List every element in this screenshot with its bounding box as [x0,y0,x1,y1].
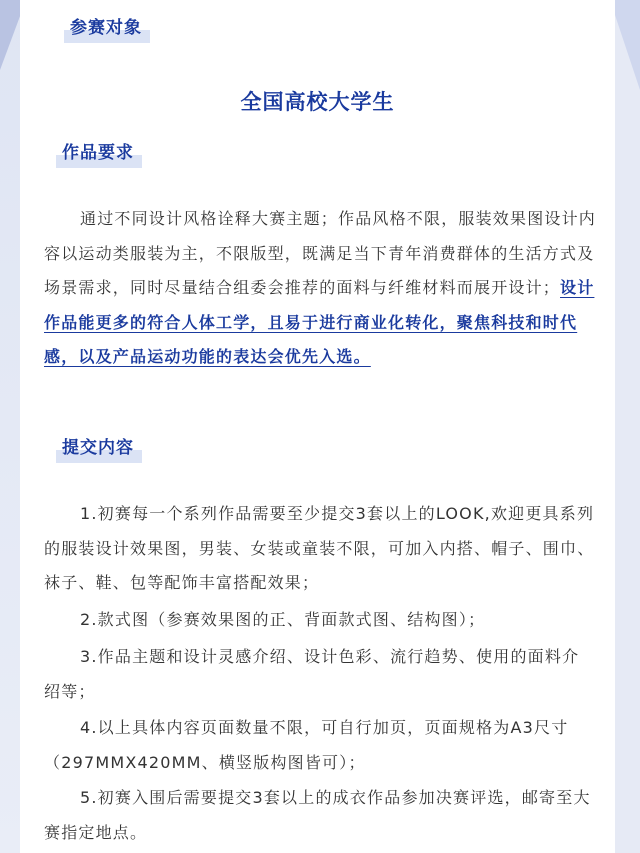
requirements-emphasis: 设计作品能更多的符合人体工学，且易于进行商业化转化，聚焦科技和时代感，以及产品运动功能的表达会优先入选。 [44,278,595,366]
section-heading-requirements [56,142,142,164]
requirements-paragraph [44,202,596,375]
section-heading-text: 提交内容 [62,438,134,458]
submission-item-5: 5.初赛入围后需要提交3套以上的成衣作品参加决赛评选，邮寄至大赛指定地点。 [44,788,591,842]
submission-item-4: 4.以上具体内容页面数量不限，可自行加页，页面规格为A3尺寸 （297MMX420MM、横竖版构图皆可）； [44,718,569,772]
submission-item-2: 2.款式图（参赛效果图的正、背面款式图、结构图）； [80,610,486,629]
section-heading-submission [56,437,142,459]
submission-item-3: 3.作品主题和设计灵感介绍、设计色彩、流行趋势、使用的面料介绍等； [44,647,580,701]
section-heading-text: 作品要求 [62,143,134,163]
submission-item-1: 1.初赛每一个系列作品需要至少提交3套以上的LOOK,欢迎更具系列的服装设计效果图，男装、女装或童装不限，可加入内搭、帽子、围巾、袜子、鞋、包等配饰丰富搭配效果； [44,504,595,592]
participants-value: 全国高校大学生 [240,90,395,114]
section-heading-participants [64,17,150,39]
requirements-text: 通过不同设计风格诠释大赛主题；作品风格不限，服装效果图设计内容以运动类服装为主，不限版型，既满足当下青年消费群体的生活方式及场景需求，同时尽量结合组委会推荐的面料与纤维材料而展开设计； [44,209,597,297]
section-heading-text: 参赛对象 [70,18,142,38]
content-card [20,0,615,853]
